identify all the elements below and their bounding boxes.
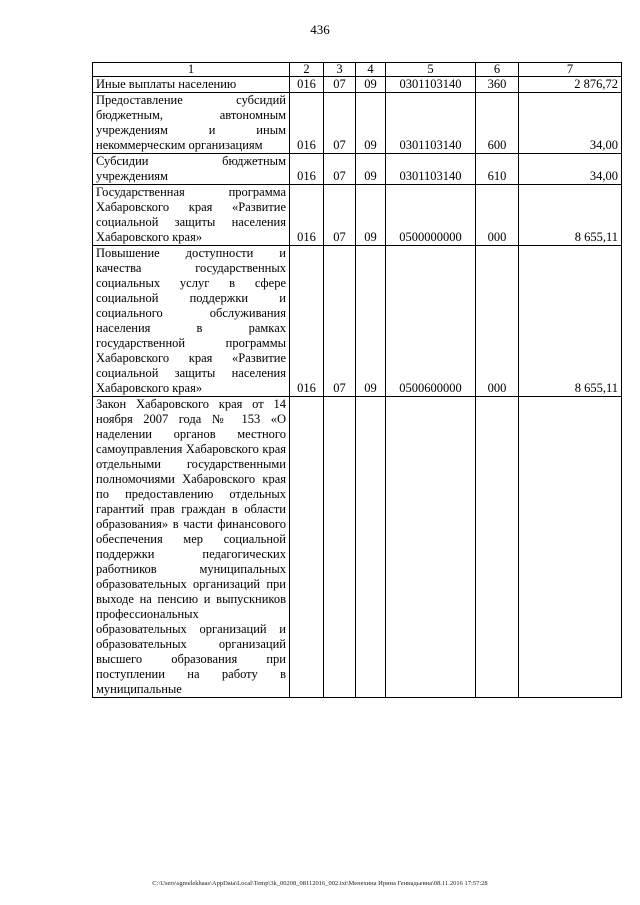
row-expense-type: 000 (476, 246, 519, 397)
row-section: 07 (324, 93, 356, 154)
row-ministry: 016 (290, 93, 324, 154)
row-expense-type (476, 397, 519, 698)
row-subsection: 09 (356, 154, 386, 185)
row-subsection: 09 (356, 93, 386, 154)
row-section: 07 (324, 185, 356, 246)
page-number: 436 (310, 22, 330, 37)
table-row (93, 246, 622, 397)
table-row (93, 77, 622, 93)
row-subsection: 09 (356, 77, 386, 93)
row-name: Иные выплаты населению (93, 77, 290, 93)
header-col-2: 2 (290, 63, 324, 77)
row-subsection: 09 (356, 185, 386, 246)
header-col-5: 5 (386, 63, 476, 77)
row-expense-type: 610 (476, 154, 519, 185)
row-target-code: 0301103140 (386, 154, 476, 185)
table-row (93, 397, 622, 698)
row-amount: 2 876,72 (519, 77, 622, 93)
row-amount (519, 397, 622, 698)
row-ministry: 016 (290, 246, 324, 397)
row-name: Субсидии бюджетным учреждениям (93, 154, 290, 185)
row-ministry: 016 (290, 154, 324, 185)
row-amount: 34,00 (519, 93, 622, 154)
header-col-1: 1 (93, 63, 290, 77)
budget-table (92, 62, 622, 698)
row-amount: 8 655,11 (519, 185, 622, 246)
row-section: 07 (324, 77, 356, 93)
row-ministry: 016 (290, 185, 324, 246)
row-name: Закон Хабаровского края от 14 ноября 2007 года № 153 «О наделении органов местного самоуправления Хабаровского края отдельными государственными полномочиями Хабаровского края по предоставлению отдельных гарантий прав граждан в области образования» в части финансового обеспечения мер социальной поддержки педагогических работников муниципальных образовательных организаций при выходе на пенсию и выпускников профессиональных образовательных организаций и образовательных организаций высшего образования при поступлении на работу в муниципальные (93, 397, 290, 698)
table-header-row (93, 63, 622, 77)
table-row (93, 185, 622, 246)
row-section (324, 397, 356, 698)
row-target-code: 0301103140 (386, 93, 476, 154)
header-col-7: 7 (519, 63, 622, 77)
row-target-code: 0500000000 (386, 185, 476, 246)
table-row (93, 154, 622, 185)
row-name: Повышение доступности и качества государственных социальных услуг в сфере социальной поддержки и социального обслуживания населения в рамках государственной программы Хабаровского края «Развитие социальной защиты населения Хабаровского края» (93, 246, 290, 397)
row-amount: 34,00 (519, 154, 622, 185)
table-row (93, 93, 622, 154)
row-section: 07 (324, 246, 356, 397)
header-col-4: 4 (356, 63, 386, 77)
header-col-3: 3 (324, 63, 356, 77)
row-expense-type: 360 (476, 77, 519, 93)
row-subsection: 09 (356, 246, 386, 397)
row-ministry (290, 397, 324, 698)
row-amount: 8 655,11 (519, 246, 622, 397)
row-ministry: 016 (290, 77, 324, 93)
header-col-6: 6 (476, 63, 519, 77)
row-subsection (356, 397, 386, 698)
file-path-footer: C:\Users\sgmelekhaas\AppData\Local\Temp\3k_00208_08112016_002.txt\Менехина Ирина Геннадьевна\08.11.2016 17:57:28 (152, 880, 488, 887)
row-name: Государственная программа Хабаровского края «Развитие социальной защиты населения Хабаровского края» (93, 185, 290, 246)
row-target-code (386, 397, 476, 698)
row-name: Предоставление субсидий бюджетным, автономным учреждениям и иным некоммерческим организациям (93, 93, 290, 154)
row-expense-type: 000 (476, 185, 519, 246)
row-target-code: 0500600000 (386, 246, 476, 397)
row-expense-type: 600 (476, 93, 519, 154)
row-section: 07 (324, 154, 356, 185)
row-target-code: 0301103140 (386, 77, 476, 93)
